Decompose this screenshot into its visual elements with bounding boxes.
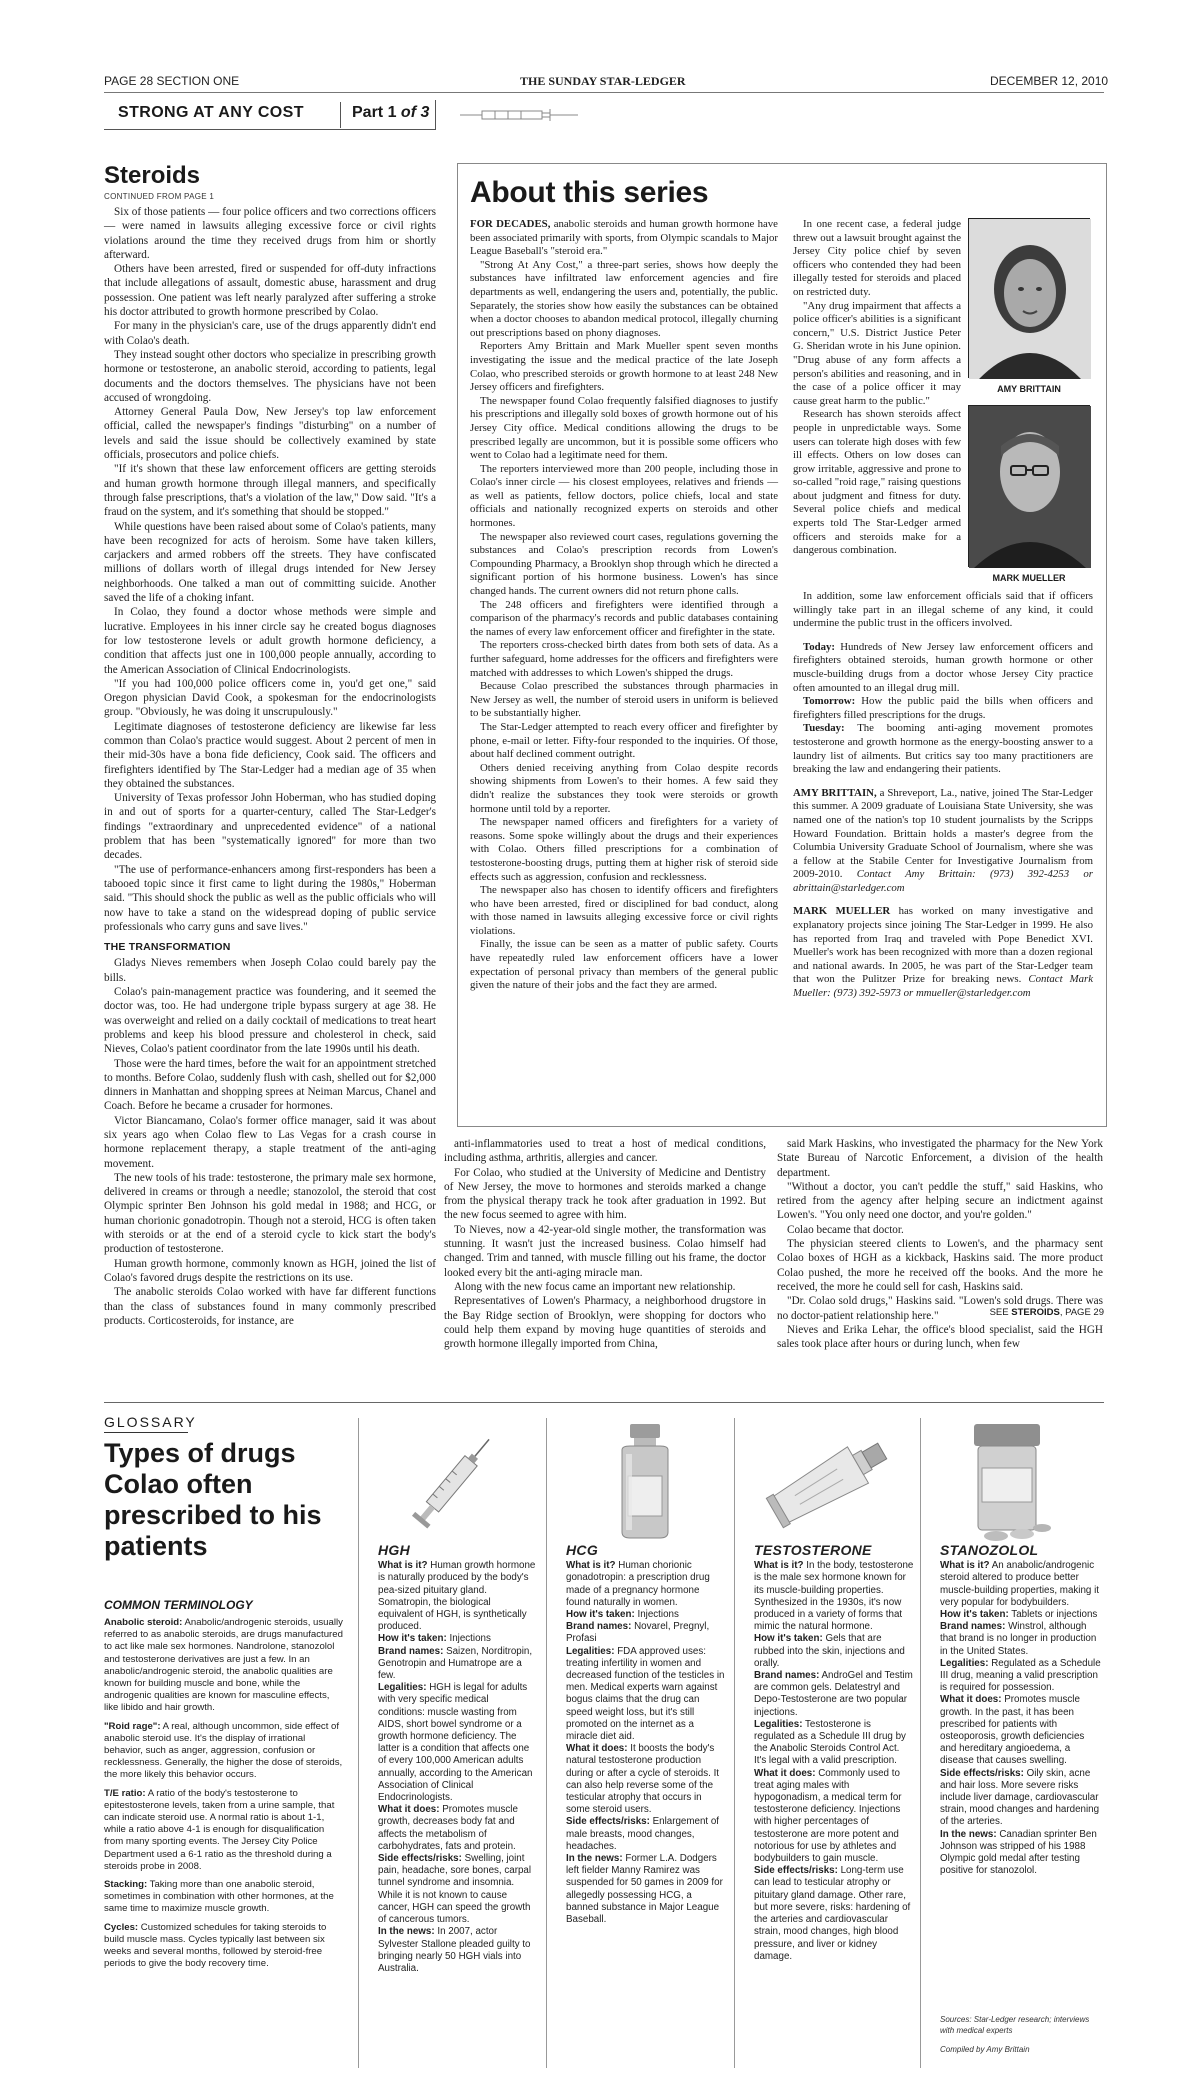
- drug-field: [566, 1743, 726, 1816]
- term-name: "Roid rage":: [104, 1720, 161, 1732]
- paragraph: anti-inflammatories used to treat a host of medical conditions, including asthma, arthritis, allergies and cancer.: [444, 1138, 766, 1165]
- drug-field-label: Legalities:: [378, 1682, 427, 1694]
- paragraph: "Any drug impairment that affects a police officer's abilities is a significant concern," U.S. District Justice Peter G. Sheridan wrote in his June opinion. "Drug abuse of any form affects a person's abilities and reasoning, and in the case of a police officer it may cause great harm to the public.": [793, 299, 961, 407]
- paragraph: Others have been arrested, fired or suspended for off-duty infractions that include allegations of assault, domestic abuse, harassment and drug possession. One patient was left nearly paralyzed after suffering a stroke his doctor attributed to growth hormone prescribed by Colao.: [104, 263, 436, 319]
- drug-field-value: Novarel, Pregnyl, Profasi: [566, 1621, 710, 1645]
- schedule-day: Tuesday:: [803, 722, 845, 735]
- paragraph: Because Colao prescribed the substances through pharmacies in New Jersey as well, the number of steroid users in uniform is believed to be substantially higher.: [470, 680, 778, 720]
- schedule-item: [793, 695, 1093, 722]
- paragraph: Attorney General Paula Dow, New Jersey's top law enforcement official, called the newspaper's findings "disturbing" on a number of levels and said the issue should be collectively examined by state officials, prosecutors and police chiefs.: [104, 406, 436, 462]
- drug-field: [940, 1768, 1102, 1829]
- syringe-line-icon: [460, 108, 580, 122]
- series-divider: [340, 102, 341, 128]
- lead-in: FOR DECADES,: [470, 218, 551, 230]
- bio2-contact: Contact Mark Mueller: (973) 392-5973 or mmueller@starledger.com: [793, 973, 1093, 1000]
- bio1-name: AMY BRITTAIN,: [793, 786, 877, 799]
- glossary-tag-rule: [104, 1432, 188, 1433]
- drug-field: [378, 1853, 538, 1926]
- terminology-list: [104, 1617, 344, 1976]
- drug-field-label: What it does:: [566, 1743, 628, 1755]
- drug-field-value: Regulated as a Schedule III drug, meaning a valid prescription is required for possession.: [940, 1657, 1101, 1694]
- paragraph: The anabolic steroids Colao worked with have far different functions than the class of substances found in many commonly prescribed products. Corticosteroids, for instance, are: [104, 1286, 436, 1327]
- drug-field-label: Side effects/risks:: [566, 1816, 650, 1828]
- drug-name: HGH: [378, 1542, 411, 1558]
- glossary-tag: GLOSSARY: [104, 1414, 197, 1430]
- paragraph: In Colao, they found a doctor whose methods were simple and lucrative. Employees in his inner circle say he created bogus diagnoses for low testosterone levels or adult growth hormone deficiency, a condition that affects just one in 100,000 people annually, according to the American Association of Clinical Endocrinologists.: [104, 606, 436, 676]
- term-definition: A ratio of the body's testosterone to epitestosterone levels, taken from a urine sample, that can indicate steroid use. A normal ratio is about 1-1, while a ratio above 4-1 is enough for disqualification from many sporting events. The Jersey City Police Department used a 6-1 ratio as the threshold during a steroids probe in 2008.: [104, 1787, 335, 1872]
- glossary-term: [104, 1922, 344, 1971]
- continued-from: CONTINUED FROM PAGE 1: [104, 192, 215, 201]
- drug-field: [378, 1926, 538, 1975]
- paragraph: In one recent case, a federal judge threw out a lawsuit brought against the Jersey City police chief by seven officers who contended they had been illegally tested for steroids and placed on restricted duty.: [793, 218, 961, 298]
- drug-field-value: In 2007, actor Sylvester Stallone pleaded guilty to bringing nearly 50 HGH vials into Australia.: [378, 1926, 531, 1974]
- drug-field-label: In the news:: [378, 1926, 435, 1938]
- paragraph: The newspaper found Colao frequently falsified diagnoses to justify his prescriptions and illegally sold boxes of growth hormone out of his Jersey City office. Medical conditions allowing the drugs to be prescribed legally are uncommon, but it is possible some officers who went to Colao had a legitimate need for them.: [470, 394, 778, 462]
- paragraph: Human growth hormone, commonly known as HGH, joined the list of Colao's favored drugs despite the restrictions on its use.: [104, 1257, 436, 1284]
- glossary-top-rule: [104, 1402, 1104, 1403]
- jump-page: , PAGE 29: [1059, 1307, 1104, 1318]
- about-column-b-wide: [793, 590, 1093, 1120]
- drug-field: [754, 1670, 914, 1719]
- drug-field-label: Side effects/risks:: [378, 1853, 462, 1865]
- schedule-text: Hundreds of New Jersey law enforcement officers and firefighters obtained steroids, human growth hormone or other muscle-building drugs from a doctor whose Jersey City practice often amounted to an illegal drug mill.: [793, 640, 1093, 694]
- article-column-1: [104, 205, 436, 1327]
- paragraph: While questions have been raised about some of Colao's patients, many have been recognized for acts of heroism. Some have taken killers, carjackers and armed robbers off the streets. They have confiscated millions of dollars worth of illegal drugs intended for New Jersey neighborhoods. One talked a man out of committing suicide. Another saved the life of a choking infant.: [104, 520, 436, 605]
- bio-mark-mueller: [793, 905, 1093, 1000]
- photo-mark-mueller: [968, 405, 1090, 567]
- paragraph: Colao's pain-management practice was foundering, and it seemed the doctor was, too. He had undergone triple bypass surgery at age 38. He was overweight and relied on a daily cocktail of medications to treat heart problems and keep his blood pressure and cholesterol in check, said Nieves, Colao's patient coordinator from the late 1990s until his death.: [104, 986, 436, 1056]
- drug-field: [754, 1768, 914, 1866]
- term-name: Cycles:: [104, 1921, 139, 1933]
- bio1-text: a Shreveport, La., native, joined The Star-Ledger this summer. A 2009 graduate of Louisiana State University, she was named one of the nation's top 10 student journalists by the Scripps Howard Foundation. Brittain holds a master's degree from the Columbia University Graduate School of Journalism, where she was a fellow at the Stabile Center for Investigative Journalism from 2009-2010.: [793, 786, 1093, 881]
- paragraph-text: anabolic steroids and human growth hormone have been associated primarily with sports, from Olympic scandals to Major League Baseball's "steroid era.": [470, 218, 778, 258]
- article-column-2: [444, 1137, 766, 1351]
- drug-field-value: In the body, testosterone is the male sex hormone known for its muscle-building properties. Synthesized in the 1930s, it's now produced in a variety of forms that mimic the natural hormone.: [754, 1560, 914, 1633]
- drug-field: [378, 1560, 538, 1633]
- article-col2-paragraphs: [444, 1137, 766, 1351]
- drug-field-label: What it does:: [754, 1767, 816, 1779]
- drug-field-label: Side effects/risks:: [754, 1865, 838, 1877]
- paragraph: University of Texas professor John Hoberman, who has studied doping in and out of sports for a quarter-century, called The Star-Ledger's findings "extraordinary and unprecedented evidence" of a national problem that has been "systematically ignored" for more than two decades.: [104, 792, 436, 862]
- drug-field-value: AndroGel and Testim are common gels. Delatestryl and Depo-Testosterone are two popular injections.: [754, 1670, 913, 1718]
- paragraph: "Dr. Colao sold drugs," Haskins said. "Lowen's sold drugs. There was no doctor-patient relationship here.": [777, 1295, 1103, 1322]
- glossary-term: [104, 1721, 344, 1782]
- paragraph: The newspaper also has chosen to identify officers and firefighters who have been arrested, fired or disciplined for bad conduct, along with those named in lawsuits alleging excessive force or civil rights violations.: [470, 884, 778, 937]
- glossary-title: Types of drugs Colao often prescribed to his patients: [104, 1438, 322, 1561]
- paragraph: The newspaper named officers and firefighters for a variety of reasons. Some spoke willingly about the drugs and their experiences with Colao. Others filled prescriptions for a combination of testosterone-boosting drugs, putting them at higher risk of steroid side effects such as aggression, confusion and recklessness.: [470, 816, 778, 883]
- drug-field-label: How it's taken:: [940, 1609, 1009, 1621]
- bio-amy-brittain: [793, 787, 1093, 896]
- drug-field-value: Human chorionic gonadotropin: a prescription drug made of a pregnancy hormone found naturally in women.: [566, 1560, 710, 1608]
- paragraph: In addition, some law enforcement officials said that if officers willingly take part in an illegal scheme of any kind, it could undermine the public trust in the officers involved.: [793, 590, 1093, 630]
- article-headline: Steroids: [104, 162, 201, 189]
- drug-field: [566, 1853, 726, 1926]
- term-name: Anabolic steroid:: [104, 1617, 183, 1628]
- paragraph: Nieves and Erika Lehar, the office's blood specialist, said the HGH sales took place after hours or during lunch, when few: [777, 1323, 1103, 1351]
- drug-field-label: Legalities:: [940, 1657, 989, 1669]
- paragraph: said Mark Haskins, who investigated the pharmacy for the New York State Bureau of Narcotic Enforcement, a division of the health department.: [777, 1138, 1103, 1179]
- drug-field-label: What is it?: [940, 1560, 990, 1572]
- term-definition: A real, although uncommon, side effect of anabolic steroid use. It's the display of irrational behavior, such as anger, aggression, confusion or recklessness. Generally, the higher the dose of steroids, the more likely this behavior occurs.: [104, 1720, 343, 1781]
- drug-field: [940, 1694, 1102, 1767]
- pill-bottle-icon: [952, 1418, 1062, 1543]
- schedule-day: Tomorrow:: [803, 695, 856, 708]
- glossary-divider-4: [920, 1418, 921, 2068]
- paragraph: "The use of performance-enhancers among first-responders has been a tabooed topic since it first came to light during the 1980s," Hoberman said. "This should shock the public as well as the public officials who will now have to take a stand on the widespread doping of public service professionals who carry guns and save lives.": [104, 863, 436, 933]
- drug-field-label: What is it?: [754, 1560, 804, 1572]
- series-part-label: Part 1: [352, 104, 401, 121]
- paragraph: The new tools of his trade: testosterone, the primary male sex hormone, delivered in creams or through a needle; stanozolol, the steroid that cost Olympic sprinter Ben Johnson his gold medal in 1988; and HCG, or human chorionic gonadotropin. Though not a steroid, HCG is often taken with steroids or at the end of a steroid cycle to kick start the body's production of testosterone.: [104, 1171, 436, 1256]
- common-terminology-heading: COMMON TERMINOLOGY: [104, 1598, 253, 1612]
- drug-field-value: Human growth hormone is naturally produced by the body's pea-sized pituitary gland. Somatropin, the biological equivalent of HGH, is synthetically produced.: [378, 1560, 536, 1633]
- schedule-day: Today:: [803, 640, 836, 653]
- about-col-b-bottom: [793, 590, 1093, 631]
- paragraph: The reporters cross-checked birth dates from both sets of data. As a further safeguard, home addresses for the officers and firefighters were matched with addresses to which Lowen's shipped the drugs.: [470, 639, 778, 679]
- drug-field-label: Legalities:: [754, 1718, 803, 1730]
- term-name: T/E ratio:: [104, 1787, 146, 1799]
- paragraph: "Without a doctor, you can't peddle the stuff," said Haskins, who retired from the agency after helping secure an indictment against Lowen's. "You only need one doctor, and you're golden.": [777, 1180, 1103, 1222]
- drug-field-value: Enlargement of male breasts, mood changes, headaches.: [566, 1816, 720, 1852]
- paragraph: The newspaper also reviewed court cases, regulations governing the substances and Colao's prescription records from Lowen's Compounding Pharmacy, a Brooklyn shop through which he directed a significant portion of his hormone business. Lowen's has since changed hands. The current owners did not return phone calls.: [470, 530, 778, 598]
- schedule-text: The booming anti-aging movement promotes testosterone and growth hormone as the energy-boosting answer to a laundry list of ailments. But critics say too many practitioners are breaking the law and endangering their patients.: [793, 722, 1093, 776]
- drug-field-value: Testosterone is regulated as a Schedule III drug by the Anabolic Steroids Control Act. It's legal with a valid prescription.: [754, 1718, 906, 1767]
- paragraph: The Star-Ledger attempted to reach every officer and firefighter by phone, e-mail or letter. Fifty-four responded to the inquiries. Of those, about half declined comment outright.: [470, 720, 778, 761]
- drug-field: [940, 1829, 1102, 1878]
- drug-field-value: FDA approved uses: treating infertility in women and decreased function of the testicles in men. Medical experts warn against bogus claims that the drug can speed weight loss, but it's still promoted on the internet as a miracle diet aid.: [566, 1645, 725, 1743]
- drug-field: [754, 1865, 914, 1963]
- drug-field-value: Gels that are rubbed into the skin, injections and orally.: [754, 1633, 905, 1669]
- series-title: STRONG AT ANY COST: [118, 104, 304, 121]
- drug-column-testosterone: [754, 1544, 914, 1963]
- glossary-term: [104, 1788, 344, 1873]
- bio2-text: has worked on many investigative and explanatory projects since joining The Star-Ledger in 1999. He also has reported from Iraq and traveled with Pope Benedict XVI. Mueller's work has been recognized with more than a dozen regional and national awards. In 2005, he was part of the Star-Ledger team that won the Pulitzer Prize for breaking news.: [793, 905, 1093, 986]
- series-part: [352, 104, 429, 122]
- drug-field: [378, 1633, 538, 1645]
- drug-field-value: Long-term use can lead to testicular atrophy or pituitary gland damage. Other rare, but more severe, risks: hardening of the arteries and cardiovascular strain, mood changes, high blood pressure, and liver or kidney damage.: [754, 1865, 911, 1962]
- drug-field: [566, 1560, 726, 1609]
- drug-field-value: Former L.A. Dodgers left fielder Manny Ramirez was suspended for 50 games in 2009 for allegedly possessing HCG, a banned substance in Major League Baseball.: [566, 1853, 723, 1926]
- drug-field-label: How it's taken:: [378, 1633, 447, 1645]
- drug-name: HCG: [566, 1542, 599, 1558]
- paragraph: Those were the hard times, before the wait for an appointment stretched to months. Before Colao, suddenly flush with cash, shelled out for $2,000 dinners in Manhattan and shopping sprees at Neiman Marcus, Chanel and Coach. Before he became a crusader for hormones.: [104, 1057, 436, 1113]
- drug-field-label: What is it?: [566, 1560, 616, 1572]
- drug-field: [940, 1658, 1102, 1695]
- bio2-name: MARK MUELLER: [793, 905, 891, 918]
- drug-field: [566, 1646, 726, 1744]
- vial-icon: [600, 1420, 690, 1540]
- paragraph: Gladys Nieves remembers when Joseph Colao could barely pay the bills.: [104, 957, 436, 984]
- drug-field-value: Canadian sprinter Ben Johnson was stripped of his 1988 Olympic gold medal after testing positive for stanozolol.: [940, 1828, 1097, 1877]
- about-series-title: About this series: [470, 176, 709, 209]
- drug-field-value: Commonly used to treat aging males with hypogonadism, a medical term for testosterone deficiency. Injections with higher percentages of testosterone are more potent and notorious for use by athletes and bodybuilders to gain muscle.: [754, 1767, 902, 1865]
- paragraph: Representatives of Lowen's Pharmacy, a neighborhood drugstore in the Bay Ridge section of Brooklyn, were shopping for doctors who could help them expand by moving huge quantities of steroids and growth hormone illegally imported from China,: [444, 1295, 766, 1351]
- drug-field-label: Brand names:: [940, 1621, 1006, 1633]
- drug-field-label: Brand names:: [566, 1621, 632, 1633]
- drug-field-label: What it does:: [378, 1804, 440, 1816]
- drug-column-hcg: [566, 1544, 726, 1926]
- drug-field-value: HGH is legal for adults with very specific medical conditions: muscle wasting from AIDS, short bowel syndrome or a growth hormone deficiency. The latter is a condition that affects one of every 100,000 American adults annually, according to the American Association of Clinical Endocrinologists.: [378, 1682, 533, 1804]
- drug-field: [566, 1609, 726, 1621]
- drug-field-value: Winstrol, although that brand is no longer in production in the United States.: [940, 1621, 1097, 1657]
- series-schedule: [793, 641, 1093, 777]
- drug-name: TESTOSTERONE: [754, 1542, 872, 1558]
- drug-field-label: How it's taken:: [754, 1633, 823, 1645]
- term-name: Stacking:: [104, 1879, 148, 1891]
- about-column-a: [470, 218, 778, 1118]
- term-definition: Taking more than one anabolic steroid, sometimes in combination with other hormones, at the same time to maximize muscle growth.: [104, 1879, 334, 1915]
- drug-field-label: In the news:: [566, 1853, 623, 1865]
- drug-field: [754, 1633, 914, 1670]
- paragraph: They instead sought other doctors who specialize in prescribing growth hormone or testosterone, an anabolic steroid, according to patients, legal documents and the doctors themselves. The physicians have not been accused of wrongdoing.: [104, 348, 436, 404]
- jump-target: STEROIDS: [1011, 1307, 1060, 1318]
- paragraph: The 248 officers and firefighters were identified through a comparison of the pharmacy's records and public databases containing the names of every law enforcement officer and firefighter in the state.: [470, 598, 778, 638]
- glossary-divider-2: [546, 1418, 547, 2068]
- drug-field: [378, 1646, 538, 1683]
- paragraph: [470, 218, 778, 259]
- folio-date: DECEMBER 12, 2010: [990, 74, 1109, 88]
- drug-field: [566, 1816, 726, 1853]
- drug-field-value: Injections: [634, 1609, 679, 1621]
- about-column-b-narrow: [793, 218, 961, 630]
- paragraph: The reporters interviewed more than 200 people, including those in Colao's inner circle — his closest employees, relatives and friends — as well as patients, fellow doctors, police chiefs, local and state officials and nationally recognized experts on steroids and other hormones.: [470, 462, 778, 530]
- drug-field-value: Swelling, joint pain, headache, sore bones, carpal tunnel syndrome and insomnia. While it is not known to cause cancer, HGH can speed the growth of cancerous tumors.: [378, 1853, 532, 1926]
- drug-field-value: An anabolic/androgenic steroid altered to produce better muscle-building properties, making it very popular for bodybuilders.: [940, 1560, 1099, 1608]
- paragraph: To Nieves, now a 42-year-old single mother, the transformation was stunning. It wasn't just the increased business. Colao himself had changed. Trim and tanned, with muscle filling out his frame, the doctor looked every bit the anti-aging miracle man.: [444, 1223, 766, 1279]
- photo-amy-brittain: [968, 218, 1090, 378]
- drug-column-hgh: [378, 1544, 538, 1975]
- drug-field-value: Promotes muscle growth. In the past, it has been prescribed for patients with osteoporosis, growth deficiencies and hereditary angioedema, a disease that causes swelling.: [940, 1694, 1085, 1767]
- schedule-item: [793, 722, 1093, 776]
- drug-field-label: Brand names:: [378, 1645, 444, 1657]
- about-col-b-top: [793, 218, 961, 558]
- drug-field: [940, 1621, 1102, 1658]
- paragraph: Finally, the issue can be seen as a matter of public safety. Courts have repeatedly ruled law enforcement officers have a lower expectation of personal privacy than members of the general public given the nature of their jobs and the fact they are armed.: [470, 938, 778, 992]
- drug-field-value: Promotes muscle growth, decreases body fat and affects the metabolism of carbohydrates, fats and protein.: [378, 1804, 518, 1852]
- glossary-sources: Sources: Star-Ledger research; interviews with medical experts: [940, 2015, 1090, 2035]
- paragraph: "If you had 100,000 police officers come in, you'd get one," said Oregon physician David Cook, a spokesman for the endocrinologists group. "Obviously, he was doing it unscrupulously.": [104, 677, 436, 719]
- drug-field: [754, 1560, 914, 1633]
- paragraph: Others denied receiving anything from Colao despite records showing shipments from Lowen's to their homes. A few said they didn't realize the substances they took were steroids or growth hormone until told by a reporter.: [470, 761, 778, 815]
- drug-field: [566, 1621, 726, 1645]
- drug-field-value: It boosts the body's natural testosterone production during or after a cycle of steroids. It can also help reverse some of the testicular atrophy that occurs in some steroid users.: [566, 1743, 720, 1816]
- schedule-item: [793, 641, 1093, 695]
- paragraph: Victor Biancamano, Colao's former office manager, said it was about six years ago when Colao flew to Las Vegas for a crash course in hormone replacement therapy, a staple treatment of the anti-aging movement.: [104, 1114, 436, 1170]
- paragraph: "Strong At Any Cost," a three-part series, shows how deeply the substances have infiltrated law enforcement agencies and fire departments as well, endangering the users and, potentially, the public. Separately, the stories show how easily the substances can be obtained when a doctor chooses to abandon medical protocol, illegally churning out prescriptions based on phony diagnoses.: [470, 258, 778, 339]
- paragraph: "If it's shown that these law enforcement officers are getting steroids and human growth hormone through illegal manners, and specifically through false prescriptions, that's a violation of the law," Dow said. "It's a fraud on the system, and it's something that should be stopped.": [104, 463, 436, 519]
- folio-rule: [104, 92, 1104, 93]
- drug-field: [940, 1609, 1102, 1621]
- paragraph: Research has shown steroids affect people in unpredictable ways. Some users can tolerate high doses with few ill effects. Others on low doses can grow irritable, aggressive and prone to so-called "roid rage," raising questions about judgment and fitness for duty. Several police chiefs and medical experts told The Star-Ledger armed officers and steroids make for a dangerous combination.: [793, 408, 961, 557]
- paragraph: Colao became that doctor.: [787, 1223, 904, 1236]
- caption-amy-brittain: AMY BRITTAIN: [997, 384, 1061, 394]
- about-col-a-paragraphs: [470, 218, 778, 993]
- bio1-contact: Contact Amy Brittain: (973) 392-4253 or abrittain@starledger.com: [793, 868, 1093, 894]
- paragraph: Reporters Amy Brittain and Mark Mueller spent seven months investigating the issue and the medical practice of the late Joseph Colao, who prescribed steroids or growth hormone to at least 248 New Jersey officers and firefighters.: [470, 340, 778, 394]
- drug-field-label: Brand names:: [754, 1670, 820, 1682]
- glossary-compiled-by: Compiled by Amy Brittain: [940, 2045, 1030, 2054]
- drug-field-label: What it does:: [940, 1694, 1002, 1706]
- drug-field: [940, 1560, 1102, 1609]
- drug-field: [378, 1804, 538, 1853]
- term-definition: Customized schedules for taking steroids to build muscle mass. Cycles typically last between six weeks and several months, followed by steroid-free periods to give the body recovery time.: [104, 1921, 327, 1970]
- glossary-divider-3: [734, 1418, 735, 2068]
- glossary-divider-1: [358, 1418, 359, 2068]
- cream-tube-icon: [762, 1425, 902, 1535]
- paragraph: For many in the physician's care, use of the drugs apparently didn't end with Colao's death.: [104, 320, 436, 347]
- drug-name: STANOZOLOL: [940, 1542, 1039, 1558]
- drug-field-label: How it's taken:: [566, 1609, 635, 1621]
- jump-see: SEE: [989, 1307, 1012, 1318]
- drug-field-value: Tablets or injections: [1008, 1609, 1098, 1621]
- drug-field: [378, 1682, 538, 1804]
- paragraph: For Colao, who studied at the University of Medicine and Dentistry of New Jersey, the move to hormones and steroids marked a change from the physical therapy track he took after graduation in 1992. But the new focus seemed to agree with him.: [444, 1166, 766, 1222]
- article-col1-paragraphs: [104, 205, 436, 934]
- jump-line[interactable]: [980, 1307, 1104, 1318]
- caption-mark-mueller: MARK MUELLER: [992, 573, 1066, 583]
- syringe-icon: [400, 1420, 510, 1540]
- glossary-term: [104, 1617, 344, 1715]
- drug-field-label: What is it?: [378, 1560, 428, 1572]
- drug-field-value: Injections: [446, 1633, 491, 1645]
- schedule-text: How the public paid the bills when officers and firefighters filled prescriptions for the drugs.: [793, 695, 1093, 721]
- paragraph: Six of those patients — four police officers and two corrections officers — were named in lawsuits alleging excessive force or civil rights violations around the time they received drugs from him or shortly afterward.: [104, 206, 436, 261]
- folio-page: PAGE 28 SECTION ONE: [104, 74, 240, 88]
- drug-column-stanozolol: [940, 1544, 1102, 1877]
- paragraph: Along with the new focus came an important new relationship.: [454, 1280, 736, 1293]
- drug-field: [754, 1719, 914, 1768]
- section-subhead: THE TRANSFORMATION: [104, 941, 231, 954]
- drug-field-label: In the news:: [940, 1828, 997, 1840]
- drug-field-value: Oily skin, acne and hair loss. More severe risks include liver damage, cardiovascular strain, mood changes and hardening of the arteries.: [940, 1767, 1100, 1828]
- folio-paper-name: THE SUNDAY STAR-LEDGER: [520, 74, 686, 88]
- paragraph: The physician steered clients to Lowen's, and the pharmacy sent Colao boxes of HGH as a kickback, Haskins said. The more product Colao pushed, the more he received off the books. And the more he received, the more he could sell for cash, Haskins said.: [777, 1238, 1103, 1293]
- drug-field-value: Saizen, Norditropin, Genotropin and Humatrope are a few.: [378, 1645, 533, 1682]
- article-col1b-paragraphs: [104, 956, 436, 1328]
- series-part-of: of 3: [400, 104, 430, 121]
- term-definition: Anabolic/androgenic steroids, usually referred to as anabolic steroids, are drugs manufactured to act like male sex hormones. Nandrolone, stanozolol and testosterone derivatives are just a few. In an anabolic/androgenic steroid, the anabolic qualities are known for building muscle and bone, while the androgenic qualities are known for masculine effects, like libido and hair growth.: [104, 1617, 343, 1714]
- article-col3-paragraphs: [777, 1137, 1103, 1351]
- glossary-term: [104, 1879, 344, 1916]
- drug-field-label: Legalities:: [566, 1645, 615, 1657]
- drug-field-label: Side effects/risks:: [940, 1767, 1024, 1779]
- paragraph: Legitimate diagnoses of testosterone deficiency are likewise far less common than Colao's practice would suggest. About 2 percent of men in their mid-30s have a bona fide deficiency, Cook said. The officers and firefighters identified by The Star-Ledger had a median age of 35 when they obtained the substances.: [104, 720, 436, 790]
